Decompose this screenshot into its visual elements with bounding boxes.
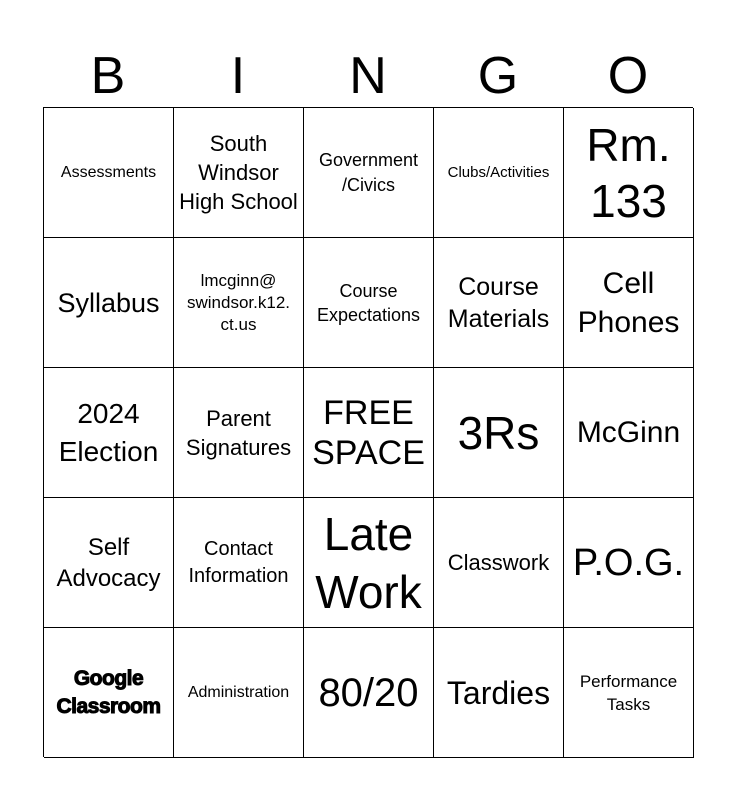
cell-label: Clubs/Activities — [447, 164, 550, 181]
bingo-cell[interactable] — [434, 238, 564, 368]
cell-label: Contact Information — [188, 537, 289, 587]
cell-label: P.O.G. — [572, 541, 685, 584]
bingo-header — [43, 44, 693, 108]
bingo-cell[interactable] — [174, 628, 304, 758]
bingo-cell[interactable] — [564, 108, 694, 238]
bingo-cell[interactable] — [564, 238, 694, 368]
header-letter-n: N — [349, 47, 387, 105]
bingo-cell[interactable] — [44, 238, 174, 368]
bingo-cell[interactable] — [304, 498, 434, 628]
bingo-cell[interactable] — [564, 498, 694, 628]
bingo-cell[interactable] — [304, 368, 434, 498]
cell-label: Course Expectations — [316, 280, 421, 325]
cell-label: Course Materials — [447, 272, 550, 333]
bingo-cell[interactable] — [304, 628, 434, 758]
cell-label: 3Rs — [457, 406, 540, 459]
cell-label: Classwork — [447, 550, 550, 575]
bingo-cell[interactable] — [304, 238, 434, 368]
cell-label: Government /Civics — [318, 149, 419, 195]
cell-label: Rm. 133 — [586, 118, 671, 227]
cell-label: Self Advocacy — [56, 533, 161, 592]
cell-label: Syllabus — [57, 287, 160, 318]
cell-label: McGinn — [576, 415, 681, 449]
cell-label: Performance Tasks — [579, 671, 678, 714]
header-letter-o: O — [607, 47, 649, 105]
cell-label: 80/20 — [318, 670, 419, 715]
cell-label: Cell Phones — [577, 266, 680, 339]
cell-label: Parent Signatures — [185, 405, 292, 460]
cell-label: Administration — [187, 684, 290, 701]
bingo-cell[interactable] — [44, 628, 174, 758]
header-letter-g: G — [477, 47, 519, 105]
cell-label: South Windsor High School — [179, 131, 298, 214]
bingo-board — [43, 107, 693, 757]
bingo-cell[interactable] — [564, 628, 694, 758]
bingo-cell[interactable] — [434, 628, 564, 758]
bingo-cell[interactable] — [44, 108, 174, 238]
header-letter-i: I — [230, 47, 246, 105]
bingo-cell[interactable] — [44, 368, 174, 498]
bingo-cell[interactable] — [44, 498, 174, 628]
bingo-cell[interactable] — [434, 108, 564, 238]
header-letter-b: B — [90, 47, 126, 105]
bingo-cell[interactable] — [434, 498, 564, 628]
cell-label: lmcginn@ swindsor.k12. ct.us — [187, 270, 290, 334]
bingo-cell[interactable] — [174, 108, 304, 238]
bingo-cell[interactable] — [564, 368, 694, 498]
cell-label: Google Classroom — [56, 666, 161, 718]
bingo-cell[interactable] — [304, 108, 434, 238]
bingo-cell[interactable] — [174, 368, 304, 498]
cell-label: 2024 Election — [58, 397, 159, 467]
cell-label: Late Work — [315, 507, 422, 618]
cell-label: FREE SPACE — [312, 393, 425, 472]
cell-label: Assessments — [60, 164, 157, 181]
bingo-cell[interactable] — [174, 238, 304, 368]
cell-label: Tardies — [446, 674, 551, 711]
bingo-cell[interactable] — [174, 498, 304, 628]
bingo-cell[interactable] — [434, 368, 564, 498]
